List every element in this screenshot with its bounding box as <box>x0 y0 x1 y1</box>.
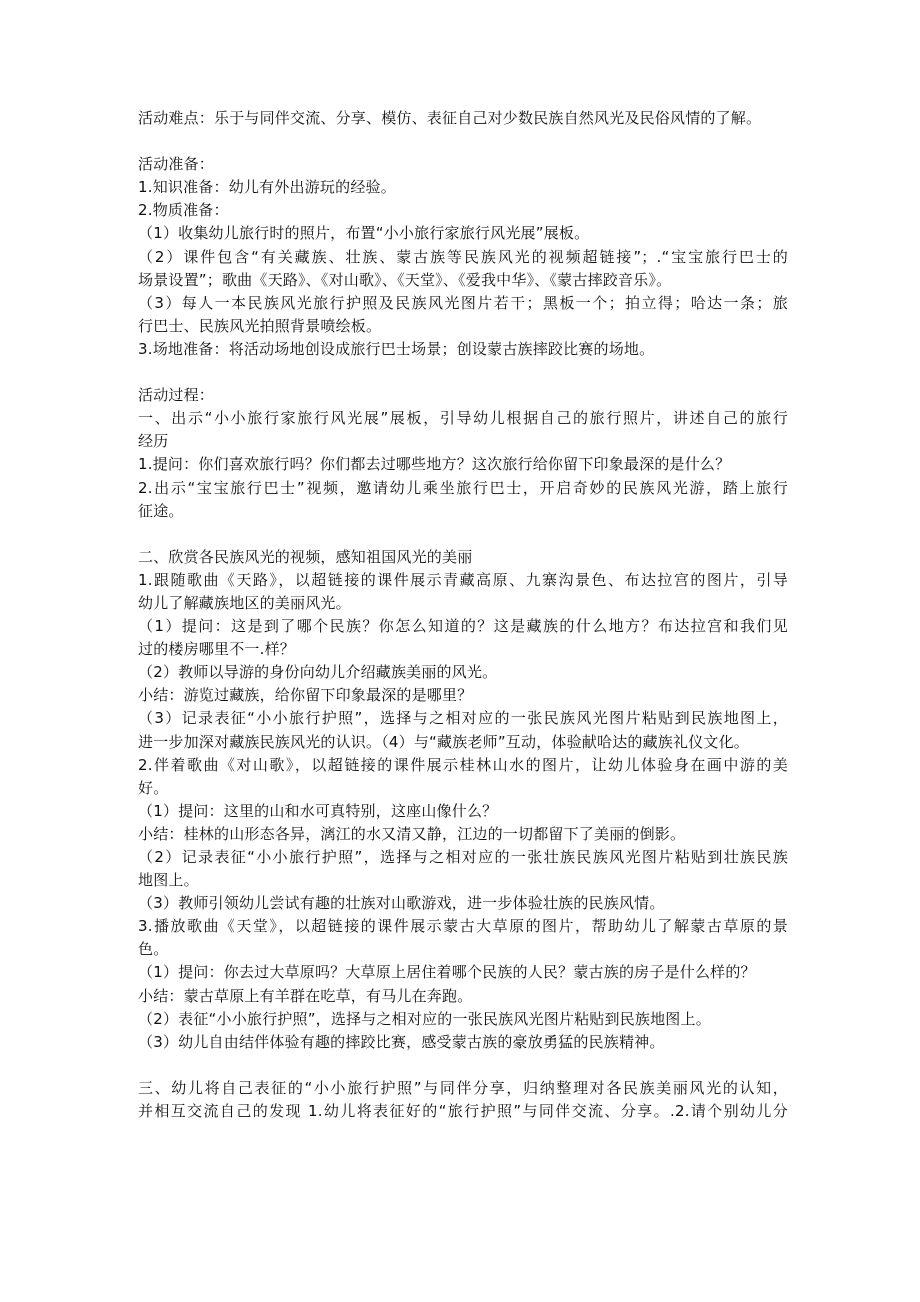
text-line: 行巴士、民族风光拍照背景喷绘板。 <box>138 316 382 335</box>
document-body <box>138 107 788 1123</box>
text-line: （2）教师以导游的身份向幼儿介绍藏族美丽的风光。 <box>138 663 498 682</box>
text-line: 三、幼儿将自己表征的“小小旅行护照”与同伴分享，归纳整理对各民族美丽风光的认知， <box>138 1078 788 1097</box>
text-line: 经历 <box>138 432 169 451</box>
text-line: （3）记录表征“小小旅行护照”，选择与之相对应的一张民族风光图片粘贴到民族地图上， <box>138 709 788 728</box>
text-line: 活动过程： <box>138 386 215 405</box>
text-line: 小结：蒙古草原上有羊群在吃草，有马儿在奔跑。 <box>138 986 473 1005</box>
text-line: 一、出示“小小旅行家旅行风光展”展板，引导幼儿根据自己的旅行照片，讲述自己的旅行 <box>138 409 788 428</box>
text-line: 小结：游览过藏族，给你留下印象最深的是哪里？ <box>138 686 473 705</box>
text-line: 好。 <box>138 778 169 797</box>
blank-line <box>138 130 788 153</box>
text-line: （3）每人一本民族风光旅行护照及民族风光图片若干；黑板一个；拍立得；哈达一条；旅 <box>138 293 788 312</box>
text-line: （2）表征“小小旅行护照”，选择与之相对应的一张民族风光图片粘贴到民族地图上。 <box>138 1009 711 1028</box>
text-line: （1）提问：你去过大草原吗？大草原上居住着哪个民族的人民？蒙古族的房子是什么样的？ <box>138 963 756 982</box>
text-line: 征途。 <box>138 501 184 520</box>
text-line: 1.跟随歌曲《天路》，以超链接的课件展示青藏高原、九寨沟景色、布达拉宫的图片，引导 <box>138 570 788 589</box>
text-line: 2.伴着歌曲《对山歌》，以超链接的课件展示桂林山水的图片，让幼儿体验身在画中游的美 <box>138 755 788 774</box>
text-line: 色。 <box>138 940 169 959</box>
blank-line <box>138 1054 788 1077</box>
text-line: 二、欣赏各民族风光的视频，感知祖国风光的美丽 <box>138 547 473 566</box>
text-line: 活动难点：乐于与同伴交流、分享、模仿、表征自己对少数民族自然风光及民俗风情的了解。 <box>138 109 762 127</box>
text-line: （1）提问：这是到了哪个民族？你怎么知道的？这是藏族的什么地方？布达拉宫和我们见 <box>138 617 788 636</box>
text-line: 3.场地准备：将活动场地创设成旅行巴士场景；创设蒙古族摔跤比赛的场地。 <box>138 339 655 358</box>
text-line: 并相互交流自己的发现 1.幼儿将表征好的“旅行护照”与同伴交流、分享。.2.请个别幼儿分 <box>138 1102 788 1121</box>
text-line: 进一步加深对藏族民族风光的认识。（4）与“藏族老师”互动，体验献哈达的藏族礼仪文化。 <box>138 732 749 751</box>
text-line: 2.物质准备： <box>138 201 229 220</box>
text-line: 1.提问：你们喜欢旅行吗？你们都去过哪些地方？这次旅行给你留下印象最深的是什么？ <box>138 455 731 474</box>
text-line: 3.播放歌曲《天堂》，以超链接的课件展示蒙古大草原的图片，帮助幼儿了解蒙古草原的景 <box>138 917 788 936</box>
text-line: （3）幼儿自由结伴体验有趣的摔跤比赛，感受蒙古族的豪放勇猛的民族精神。 <box>138 1032 665 1051</box>
text-line: 活动准备： <box>138 155 215 174</box>
text-line: 场景设置”；歌曲《天路》、《对山歌》、《天堂》、《爱我中华》、《蒙古摔跤音乐》。 <box>138 270 672 289</box>
blank-line <box>138 523 788 546</box>
text-line: 1.知识准备：幼儿有外出游玩的经验。 <box>138 178 396 197</box>
text-line: 地图上。 <box>138 871 199 890</box>
text-line: 2.出示“宝宝旅行巴士”视频，邀请幼儿乘坐旅行巴士，开启奇妙的民族风光游，踏上旅行 <box>138 478 788 497</box>
text-line: （2）课件包含“有关藏族、壮族、蒙古族等民族风光的视频超链接”；.“宝宝旅行巴士的 <box>138 247 788 266</box>
blank-line <box>138 361 788 384</box>
text-line: （2）记录表征“小小旅行护照”，选择与之相对应的一张壮族民族风光图片粘贴到壮族民族 <box>138 848 788 866</box>
text-line: 小结：桂林的山形态各异，漓江的水又清又静，江边的一切都留下了美丽的倒影。 <box>138 824 686 843</box>
text-line: （3）教师引领幼儿尝试有趣的壮族对山歌游戏，进一步体验壮族的民族风情。 <box>138 894 665 913</box>
text-line: （1）提问：这里的山和水可真特别，这座山像什么？ <box>138 801 498 820</box>
text-line: 幼儿了解藏族地区的美丽风光。 <box>138 593 351 612</box>
text-line: （1）收集幼儿旅行时的照片，布置“小小旅行家旅行风光展”展板。 <box>138 224 590 243</box>
text-line: 过的楼房哪里不一.样？ <box>138 640 295 659</box>
